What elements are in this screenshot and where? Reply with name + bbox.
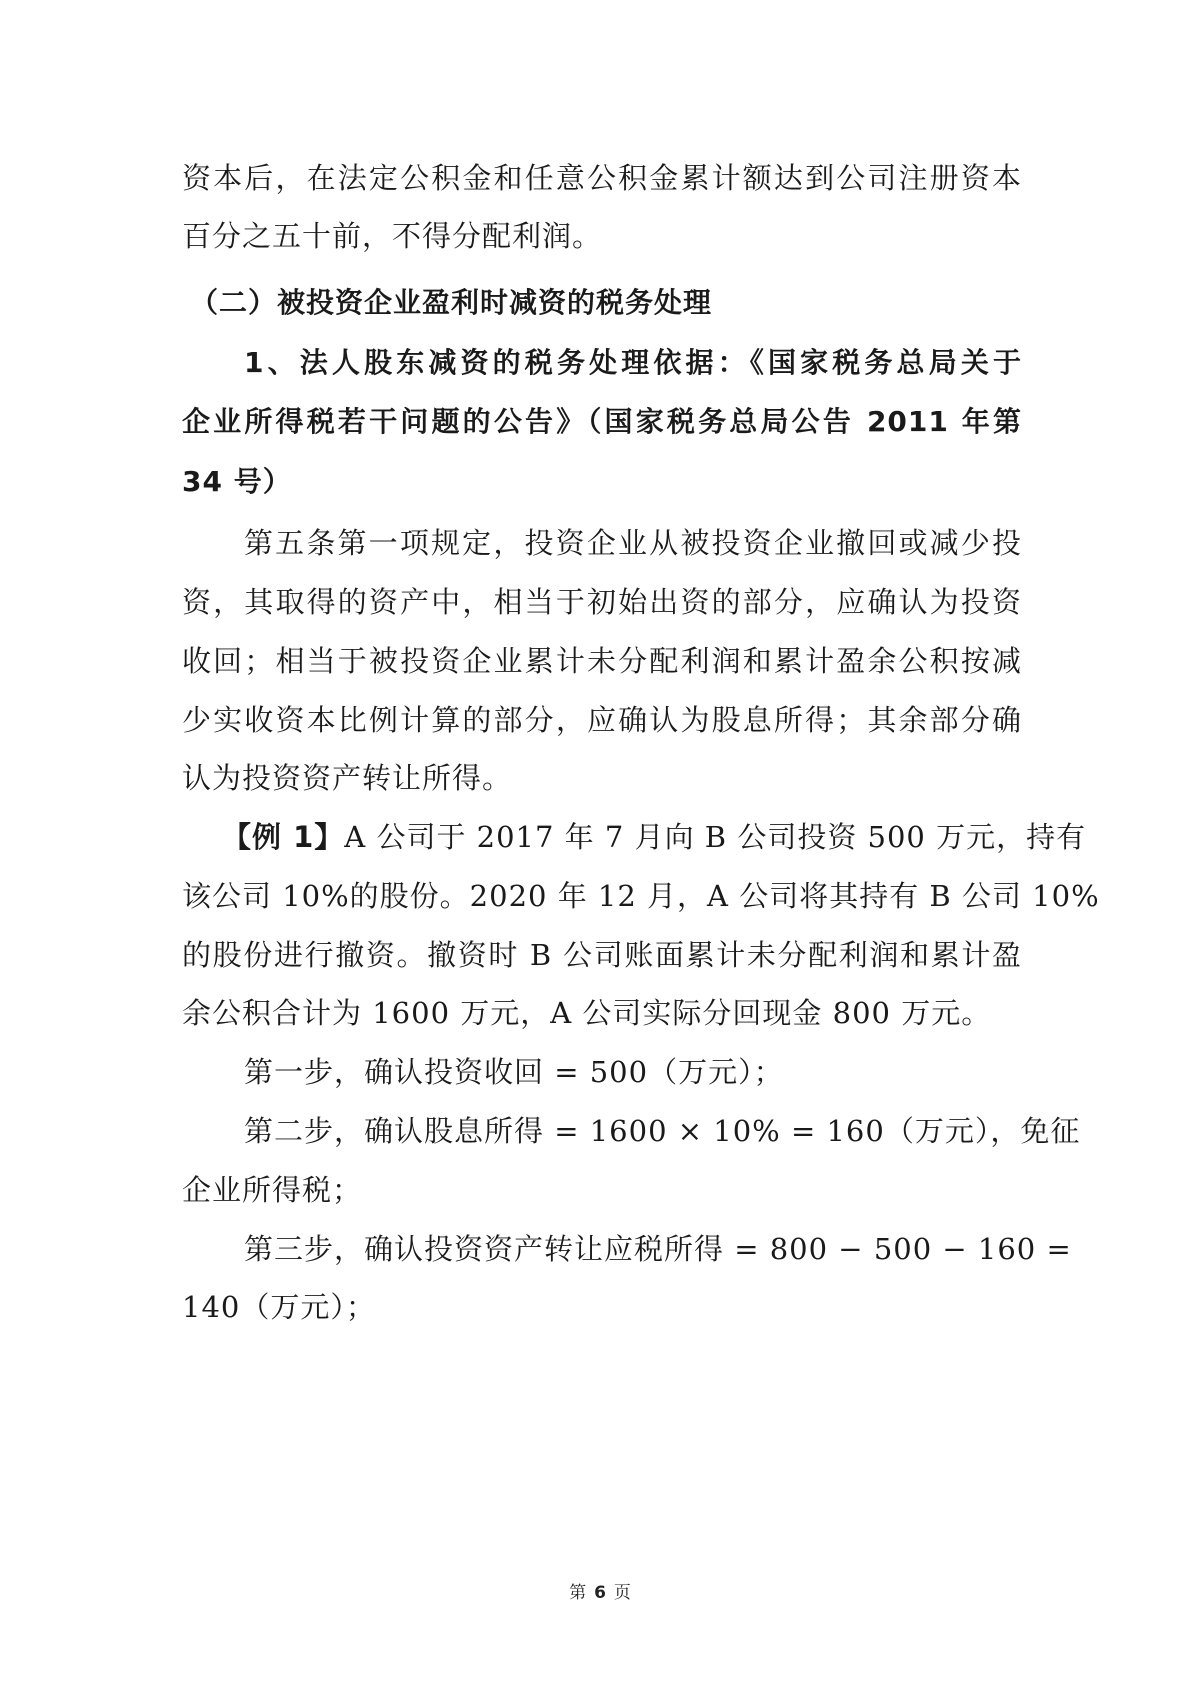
- page-footer: [0, 1578, 1200, 1603]
- paragraph-line: 少实收资本比例计算的部分，应确认为股息所得；其余部分确: [182, 703, 1022, 737]
- step-line: 第二步，确认股息所得 = 1600 × 10% = 160（万元），免征: [244, 1114, 1081, 1148]
- subsection-heading: 34 号）: [182, 465, 292, 498]
- step-line: 第一步，确认投资收回 = 500（万元）；: [244, 1055, 784, 1089]
- step-line: 企业所得税；: [182, 1173, 363, 1207]
- example-text: A 公司于 2017 年 7 月向 B 公司投资 500 万元，持有: [344, 820, 1087, 854]
- paragraph-line: 认为投资资产转让所得。: [182, 761, 513, 795]
- subsection-heading: 1、法人股东减资的税务处理依据：《国家税务总局关于: [244, 346, 1022, 379]
- step-line: 140（万元）；: [182, 1290, 376, 1324]
- example-line: 该公司 10%的股份。2020 年 12 月，A 公司将其持有 B 公司 10%: [182, 879, 1100, 913]
- example-label: 【例 1】: [222, 820, 345, 854]
- paragraph-line: 资本后，在法定公积金和任意公积金累计额达到公司注册资本: [182, 161, 1022, 195]
- page-number-suffix: 页: [613, 1583, 631, 1603]
- step-line: 第三步，确认投资资产转让应税所得 = 800 − 500 − 160 =: [244, 1232, 1072, 1266]
- page-number-prefix: 第: [569, 1583, 587, 1603]
- paragraph-line: 收回；相当于被投资企业累计未分配利润和累计盈余公积按减: [182, 644, 1022, 678]
- subsection-heading: 企业所得税若干问题的公告》（国家税务总局公告 2011 年第: [182, 405, 1022, 438]
- paragraph-line: 百分之五十前，不得分配利润。: [182, 219, 603, 253]
- paragraph-line: 资，其取得的资产中，相当于初始出资的部分，应确认为投资: [182, 585, 1022, 619]
- example-line: 的股份进行撤资。撤资时 B 公司账面累计未分配利润和累计盈: [182, 938, 1022, 972]
- example-line: 余公积合计为 1600 万元，A 公司实际分回现金 800 万元。: [182, 996, 992, 1030]
- section-heading: （二）被投资企业盈利时减资的税务处理: [190, 286, 713, 319]
- paragraph-line: 第五条第一项规定，投资企业从被投资企业撤回或减少投: [244, 526, 1022, 560]
- example-line: [222, 817, 1087, 857]
- page-number: 6: [594, 1583, 606, 1603]
